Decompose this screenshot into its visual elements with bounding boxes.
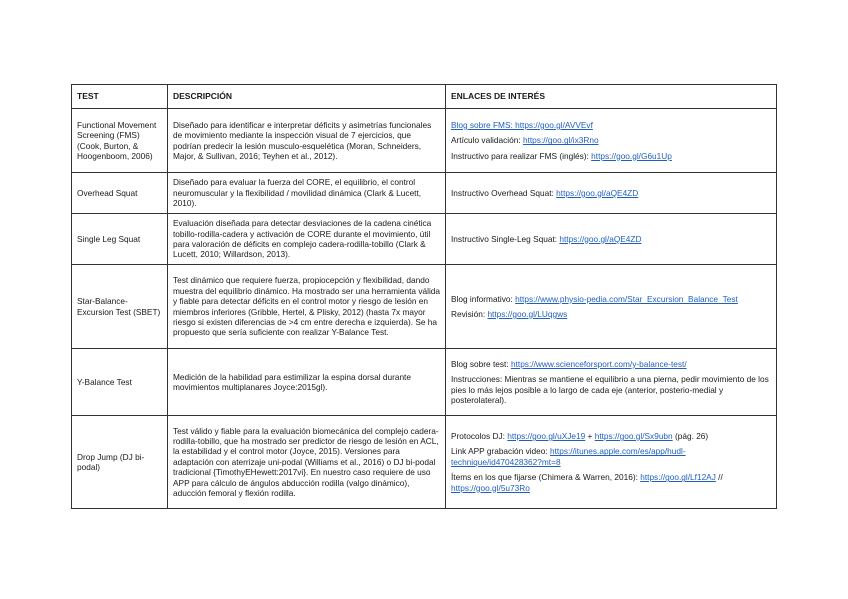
links-cell bbox=[446, 349, 777, 416]
description-cell: Medición de la habilidad para estimilizar la espina dorsal durante movimientos multiplanares Joyce:2015gl). bbox=[168, 349, 446, 416]
header-description: DESCRIPCIÓN bbox=[168, 85, 446, 109]
tests-table bbox=[71, 84, 777, 509]
link-dj-items-1[interactable]: https://goo.gl/Lf12AJ bbox=[640, 472, 716, 483]
instructions-text: Instrucciones: Mientras se mantiene el equilibrio a una pierna, pedir movimiento de los pies lo más lejos posible a lo largo de cada eje (anterior, posterio-medial y posterolateral). bbox=[451, 374, 769, 405]
links-cell bbox=[446, 416, 777, 509]
link-label: Revisión: bbox=[451, 309, 488, 319]
links-cell bbox=[446, 173, 777, 214]
table-row bbox=[72, 109, 777, 173]
test-name-cell: Drop Jump (DJ bi-podal) bbox=[72, 416, 168, 509]
link-label: Ítems en los que fijarse (Chimera & Warren, 2016): bbox=[451, 472, 641, 483]
test-name-cell: Functional Movement Screening (FMS) (Cook, Burton, & Hoogenboom, 2006) bbox=[72, 109, 168, 173]
link-fms-blog[interactable]: Blog sobre FMS: https://goo.gl/AVVEvf bbox=[451, 119, 593, 130]
link-label: Protocolos DJ: bbox=[451, 431, 508, 442]
link-label: Artículo validación: bbox=[451, 135, 523, 146]
link-hudl-app[interactable]: https://itunes.apple.com/es/app/hudl-technique/id470428362?mt=8 bbox=[451, 446, 686, 467]
links-cell bbox=[446, 214, 777, 265]
description-cell: Diseñado para identificar e interpretar déficits y asimetrías funcionales de movimiento mediante la inspección visual de 7 ejercicios, que podrían predecir la lesión musculo-esquelética (Moran, Schneiders, Major, & Sullivan, 2016; Teyhen et al., 2012). bbox=[168, 109, 446, 173]
table-row bbox=[72, 173, 777, 214]
test-name-cell: Y-Balance Test bbox=[72, 349, 168, 416]
test-name-cell: Star-Balance-Excursion Test (SBET) bbox=[72, 265, 168, 349]
link-dj-items-2[interactable]: https://goo.gl/5u73Ro bbox=[451, 482, 530, 493]
description-cell: Evaluación diseñada para detectar desviaciones de la cadena cinética tobillo-rodilla-cadera y activación de CORE durante el movimiento, útil para valoración de déficits en complejo cadera-rodilla-tobillo (Clark & Lucett, 2010; Willardson, 2013). bbox=[168, 214, 446, 265]
link-dj-protocol-1[interactable]: https://goo.gl/uXJe19 bbox=[507, 431, 586, 442]
link-label: Link APP grabación video: bbox=[451, 446, 551, 457]
links-cell bbox=[446, 265, 777, 349]
description-cell: Diseñado para evaluar la fuerza del CORE, el equilibrio, el control neuromuscular y la flexibilidad / movilidad dinámica (Clark & Lucett, 2010). bbox=[168, 173, 446, 214]
header-links: ENLACES DE INTERÉS bbox=[446, 85, 777, 109]
link-suffix: (pág. 26) bbox=[672, 431, 709, 442]
table-row bbox=[72, 265, 777, 349]
link-label: Instructivo Overhead Squat: bbox=[451, 187, 557, 198]
link-overhead-squat[interactable]: https://goo.gl/aQE4ZD bbox=[556, 187, 639, 198]
link-label: Instructivo Single-Leg Squat: bbox=[451, 233, 560, 244]
link-fms-instructions[interactable]: https://goo.gl/G6u1Up bbox=[591, 150, 672, 161]
link-fms-validation[interactable]: https://goo.gl/ix3Rno bbox=[522, 135, 599, 146]
link-suffix: // bbox=[715, 472, 723, 483]
link-separator: + bbox=[585, 431, 595, 442]
link-label: Blog informativo: bbox=[451, 293, 516, 304]
description-cell: Test dinámico que requiere fuerza, propiocepción y flexibilidad, dando muestra del equilibrio dinámico. Ha mostrado ser una herramienta válida y fiable para detectar déficits en el control motor y riesgo de lesión en miembros inferiores (Gribble, Hertel, & Plisky, 2012) (hasta 7x mayor riesgo si existen diferencias de >4 cm entre derecha e izquierda). Se ha propuesto que sería suficiente con realizar Y-Balance Test. bbox=[168, 265, 446, 349]
link-dj-protocol-2[interactable]: https://goo.gl/Sx9ubn bbox=[594, 431, 673, 442]
link-single-leg-squat[interactable]: https://goo.gl/aQE4ZD bbox=[559, 233, 642, 244]
test-name-cell: Single Leg Squat bbox=[72, 214, 168, 265]
link-sbet-blog[interactable]: https://www.physio-pedia.com/Star_Excursion_Balance_Test bbox=[515, 293, 738, 304]
link-ybalance-blog[interactable]: https://www.scienceforsport.com/y-balance-test/ bbox=[510, 358, 687, 369]
table-header-row bbox=[72, 85, 777, 109]
links-cell bbox=[446, 109, 777, 173]
description-cell: Test válido y fiable para la evaluación biomecánica del complejo cadera-rodilla-tobillo, que ha mostrado ser predictor de riesgo de lesión en ACL, la estabilidad y el control motor (Joyce, 2015). Versiones para adaptación con aterrizaje uni-podal (Williams et al., 2016) o DJ bi-podal tradicional {TimothyEHewett:2017vi}. En nuestro caso requiere de uso APP para cálculo de ángulos abducción rodilla (valgo dinámico), aducción femoral y flexión rodilla. bbox=[168, 416, 446, 509]
link-label: Instructivo para realizar FMS (inglés): bbox=[451, 150, 592, 161]
table-row bbox=[72, 416, 777, 509]
table-row bbox=[72, 349, 777, 416]
table-row bbox=[72, 214, 777, 265]
link-label: Blog sobre test: bbox=[451, 358, 511, 369]
link-sbet-review[interactable]: https://goo.gl/LUqgws bbox=[487, 309, 568, 319]
test-name-cell: Overhead Squat bbox=[72, 173, 168, 214]
header-test: TEST bbox=[72, 85, 168, 109]
